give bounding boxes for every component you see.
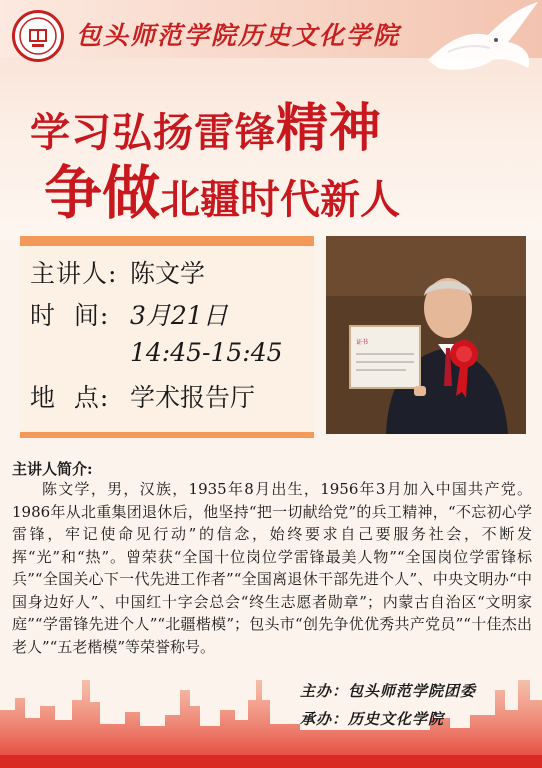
title-line2-text: 北疆时代新人 — [160, 177, 401, 223]
co-host-organizer: 承办：历史文化学院 — [300, 710, 445, 728]
bio-heading: 主讲人简介: — [12, 460, 93, 478]
host-organizer: 主办：包头师范学院团委 — [300, 682, 477, 700]
speaker-label: 主讲人: — [30, 259, 118, 288]
date-value: 3月21日 — [130, 301, 228, 330]
time-value: 14:45-15:45 — [130, 338, 283, 367]
city-skyline-decoration — [0, 640, 542, 768]
time-range-row — [130, 338, 283, 367]
title-line1-text: 学习弘扬雷锋 — [30, 110, 276, 156]
info-bottom-bar — [20, 432, 314, 438]
college-emblem-icon — [12, 10, 64, 62]
svg-text:证书: 证书 — [356, 339, 369, 346]
bio-text: 陈文学，男，汉族，1935年8月出生，1956年3月加入中国共产党。1986年从北重集团退休后，他坚持“把一切献给党”的兵工精神，“不忘初心学雷锋，牢记使命见行动”的信念，始终要求自己要服务社会，不断发挥“光”和“热”。曾荣获“全国十位岗位学雷锋最美人物”“全国岗位学雷锋标兵”“全国关心下一代先进工作者”“全国离退休干部先进个人”、中央文明办“中国身边好人”、中国红十字会总会“终生志愿者勋章”；内蒙古自治区“文明家庭”“学雷锋先进个人”“北疆楷模”；包头市“创先争优优秀共产党员”“十佳杰出老人”“五老楷模”等荣誉称号。 — [12, 480, 532, 656]
dove-icon — [408, 0, 542, 90]
speaker-value: 陈文学 — [130, 259, 206, 288]
speaker-row — [30, 254, 205, 290]
place-value: 学术报告厅 — [130, 383, 256, 412]
event-info-panel — [20, 236, 314, 438]
speaker-photo — [326, 236, 526, 434]
title-line1-highlight: 精神 — [276, 99, 383, 159]
time-label: 时 间: — [30, 301, 110, 330]
college-name: 包头师范学院历史文化学院 — [76, 21, 401, 50]
info-top-bar — [20, 236, 314, 246]
time-row — [30, 296, 228, 332]
main-title-line2 — [44, 146, 534, 230]
title-line2-highlight: 争做 — [44, 159, 161, 227]
place-label: 地 点: — [30, 383, 110, 412]
place-row — [30, 378, 255, 414]
